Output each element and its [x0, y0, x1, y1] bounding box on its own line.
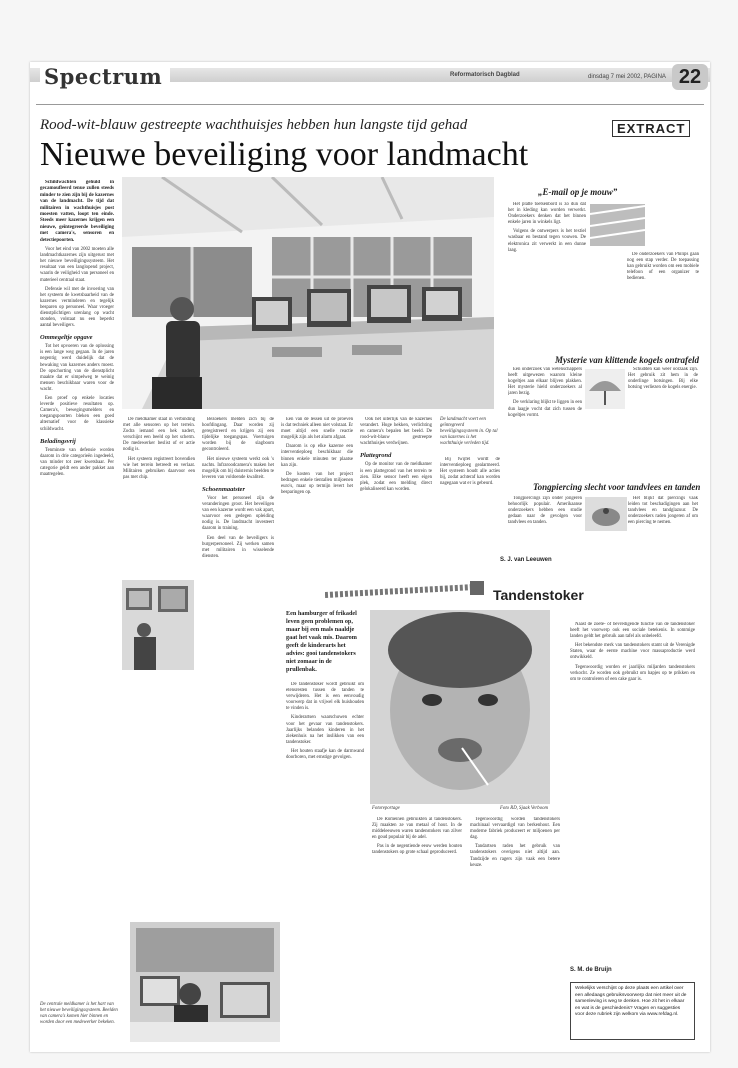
extract-text-3a: Tongpiercings zijn onder jongeren behoorlijk populair. Amerikaanse onderzoekers hebben een studie gedaan naar de gevolgen voor tandvlees en tanden. [508, 496, 582, 526]
article-column-4: Een van de lessen uit de proeven is dat techniek alleen niet volstaat. Er moet altijd een snelle reactie mogelijk zijn als het alarm afgaat. Daarom is op elke kazerne een interventieploeg beschikbaar die binnen enkele minuten ter plaatse kan zijn. De kosten van het project bedragen enkele tientallen miljoenen euro's, maar op termijn levert het besparingen op. [281, 417, 353, 496]
article-headline: Nieuwe beveiliging voor landmacht [40, 136, 529, 173]
control-room-illustration [122, 177, 494, 409]
tongue-image [585, 497, 627, 531]
extract-label: EXTRACT [612, 120, 690, 137]
article-column-3: Bezoekers melden zich bij de hoofdingang. Daar worden zij geregistreerd en krijgen zij een tijdelijke toegangspas. Voertuigen worden bij de slagboom gecontroleerd. Het nieuwe systeem werkt ook 's nachts. Infraroodcamera's maken het mogelijk om bij duisternis beelden te leveren van voldoende kwaliteit. Schoenmaatster Voor het personeel zijn de veranderingen groot. Het beveiligen van een kazerne wordt een vak apart, waarvoor een gedegen opleiding nodig is. De landmacht investeert daarom in training. Een deel van de beveiligers is burgerpersoneel. Zij werken samen met militairen in wisselende diensten. [202, 417, 274, 559]
header-rule [36, 104, 704, 105]
article-column-1: Schildwachten gehuld in gecamoufleerd tenue zullen steeds minder te zien zijn bij de kazernes van de landmacht. De tijd dat militairen in wachthuisjes post moesten vatten, loopt ten einde. Steeds meer kazernes krijgen een nieuwe, geïntegreerde beveiliging met camera's, sensoren en detectiepoorten. Voor het eind van 2002 moeten alle landmachtkazernes zijn uitgerust met het nieuwe beveiligingssysteem. Het resultaat van een langlopend project, waarin de veiligheid van personeel en materieel centraal staat. Defensie wil met de invoering van het systeem de kwetsbaarheid van de kazernes verminderen en tegelijk besparen op personeel. Waar vroeger dienstplichtigen urenlang op wacht stonden, volstaat nu een beperkt aantal beveiligers. Ommegeltje opgave Tot het opvoeren van de oplossing is een lange weg gegaan. In de jaren negentig werd duidelijk dat de bewaking van kazernes anders moest. De opschorting van de dienstplicht maakte dat er simpelweg te weinig mensen beschikbaar waren voor de wacht. Een proef op enkele locaties leverde positieve resultaten op. Camera's, bewegingsmelders en toegangspoorten bleken een goed alternatief voor de klassieke schildwacht. Beladingsvrij Tenminste van defensie worden daarom in drie categorieën ingedeeld, van minder tot zeer kwetsbaar. Per categorie geldt een ander pakket aan maatregelen. [40, 180, 114, 477]
page-date: dinsdag 7 mei 2002, PAGINA [588, 74, 666, 80]
meldkamer-photo [130, 922, 280, 1042]
control-room-photo [122, 177, 494, 409]
piercing-thumbnail [585, 497, 627, 531]
child-illustration [370, 610, 550, 804]
rubriek-infobox: Wekelijks verschijnt op deze plaats een artikel over een alledaags gebruiksvoorwerp dat niet meer uit de samenleving is weg te denken. Hoe zit het in elkaar en wat is de geschiedenis? Vragen en suggesties voor deze rubriek zijn welkom via www.refdag.nl. [570, 982, 695, 1040]
pullquote: Een hamburger of frikadel leven geen problemen op, maar bij een mals naaldje gaat het vaak mis. Daarom geeft de kinderarts het advies: gooi tandenstokers niet zomaar in de prullenbak. [286, 610, 357, 673]
operator-illustration [122, 580, 194, 670]
article-column-2: De meldkamer staat in verbinding met alle sensoren op het terrein. Zodra iemand een hek nadert, verschijnt een beeld op het scherm. De medewerker beslist of er actie nodig is. Het systeem registreert bovendien wie het terrein betreedt en verlaat. Militairen gebruiken daarvoor een pas met chip. [123, 417, 195, 480]
subhead-schoenmaatster: Schoenmaatster [202, 485, 245, 493]
extract-section-1: „E-mail op je mouw” [538, 187, 618, 197]
extract-text-1a: Het platte toetsenbord is zo dun dat het in kleding kan worden verwerkt. Onderzoekers denken dat het binnen enkele jaren in winkels ligt. Volgens de ontwerpers is het textiel wasbaar en bestand tegen vouwen. De elektronica zit verwerkt in een dunne laag. [508, 202, 586, 253]
extract-section-2: Mysterie van klittende kogels ontrafeld [555, 355, 699, 365]
extract-text-2b: Schudden kan weer oorzaak zijn. Het gebruik zit hem in de onderlinge botsingen. Bij elke botsing verliezen de kogels energie. [628, 367, 698, 391]
section-title: Spectrum [40, 64, 170, 89]
article1-byline: S. J. van Leeuwen [500, 557, 552, 563]
article-column-6: Bij twijfel wordt de interventieploeg gealarmeerd. Het systeem houdt alle acties bij, zodat achteraf kan worden nagegaan wat er is gebeurd. [440, 457, 500, 487]
zipper-image [325, 577, 485, 607]
paper-name: Reformatorisch Dagblad [450, 72, 520, 78]
extract-text-3b: Het blijkt dat piercings vaak leiden tot beschadigingen aan het tandvlees en tandglazuur. De onderzoekers raden jongeren af om een piercing te nemen. [628, 496, 698, 526]
article-column-5: Ook het uiterlijk van de kazernes verandert. Hoge hekken, verlichting en camera's bepalen het beeld. De rood-wit-blauw gestreepte wachthuisjes verdwijnen. Plattegrond Op de monitor van de meldkamer is een plattegrond van het terrein te zien. Elke sensor heeft een eigen plek, zodat een melding direct gelokaliseerd kan worden. [360, 417, 432, 492]
subhead-ommegeltje: Ommegeltje opgave [40, 334, 93, 342]
email-thumbnail [590, 204, 645, 246]
tandenstoker-title: Tandenstoker [493, 587, 584, 603]
zipper-decoration [325, 577, 485, 607]
photo-credit: Foto RD, Sjaak Verboom [500, 806, 548, 811]
subhead-plattegrond: Plattegrond [360, 452, 392, 460]
subhead-beladingsvrij: Beladingsvrij [40, 437, 76, 445]
sleeve-image [590, 204, 645, 246]
photo-caption: De landmacht voert een geïntegreerd beveiligingssysteem in. Op tal van kazernes is het wachthuisje verleden tijd. [440, 417, 498, 446]
meldkamer-illustration [130, 922, 280, 1042]
page-number: 22 [672, 64, 708, 90]
umbrella-image [585, 369, 625, 409]
photo-label: Fotoreportage [372, 806, 400, 811]
page-header [30, 62, 710, 94]
tandenstoker-column-4: Naast de zoete- of bevredigende functie van de tandenstoker heeft het voorwerp ook een sociale betekenis. In sommige landen geldt het gebruik aan tafel als onbeleefd. Het bekendste merk van tandenstokers stamt uit de Verenigde Staten, waar de eerste machine voor massaproductie werd ontwikkeld. Tegenwoordig worden er jaarlijks miljarden tandenstokers verkocht. Ze worden ook gebruikt om hapjes op te prikken en om te controleren of een cake gaar is. [570, 622, 695, 682]
article-kicker: Rood-wit-blauw gestreepte wachthuisjes hebben hun langste tijd gehad [40, 117, 468, 133]
kogels-thumbnail [585, 369, 625, 409]
tandenstoker-column-3: Tegenwoordig worden tandenstokers machinaal vervaardigd van berkenhout. Een moderne fabriek produceert er miljoenen per dag. Tandartsen raden het gebruik van tandenstokers overigens niet altijd aan. Tandzijde en ragers zijn vaak een betere keuze. [470, 817, 560, 868]
child-photo [370, 610, 550, 804]
newspaper-page [30, 62, 710, 1052]
tandenstoker-column-2: De Romeinen gebruikten al tandenstokers. Zij maakten ze van metaal of hout. In de middeleeuwen waren tandenstokers van zilver en goud populair bij de adel. Pas in de negentiende eeuw werden houten tandenstokers op grote schaal geproduceerd. [372, 817, 462, 856]
extract-text-1b: De onderzoekers van Philips gaan nog een stap verder. De toepassing kan gebruikt worden om een mobiele telefoon of een organizer te bedienen. [627, 252, 699, 282]
article-intro: Schildwachten gehuld in gecamoufleerd tenue zullen steeds minder te zien zijn bij de kazernes van de landmacht. De tijd dat militairen in wachthuisjes post moesten vatten, loopt ten einde. Steeds meer kazernes krijgen een nieuwe, geïntegreerde beveiliging met camera's, sensoren en detectiepoorten. [40, 180, 114, 243]
article2-byline: S. M. de Bruijn [570, 967, 612, 973]
extract-text-2a: Een onderzoek van wetenschappers heeft uitgewezen waarom kleine kogeltjes aan elkaar blijven plakken. Het mysterie hield onderzoekers al jaren bezig. De verklaring blijkt te liggen in een dun laagje vocht dat zich tussen de kogeltjes vormt. [508, 367, 582, 418]
operator-photo [122, 580, 194, 670]
tandenstoker-column-1: De tandenstoker wordt gebruikt om etensresten tussen de tanden te verwijderen. Het is een eenvoudig voorwerp dat in vrijwel elk huishouden te vinden is. Kinderartsen waarschuwen echter voor het gevaar van tandenstokers. Jaarlijks belanden kinderen in het ziekenhuis na het inslikken van een tandenstoker. Het houten staafje kan de darmwand doorboren, met ernstige gevolgen. [286, 682, 364, 761]
caption-left: De centrale meldkamer is het hart van het nieuwe beveiligingssysteem. Beelden van camera's komen hier binnen en worden door een medewerker bekeken. [40, 1002, 118, 1025]
extract-section-3: Tongpiercing slecht voor tandvlees en tanden [533, 482, 701, 492]
